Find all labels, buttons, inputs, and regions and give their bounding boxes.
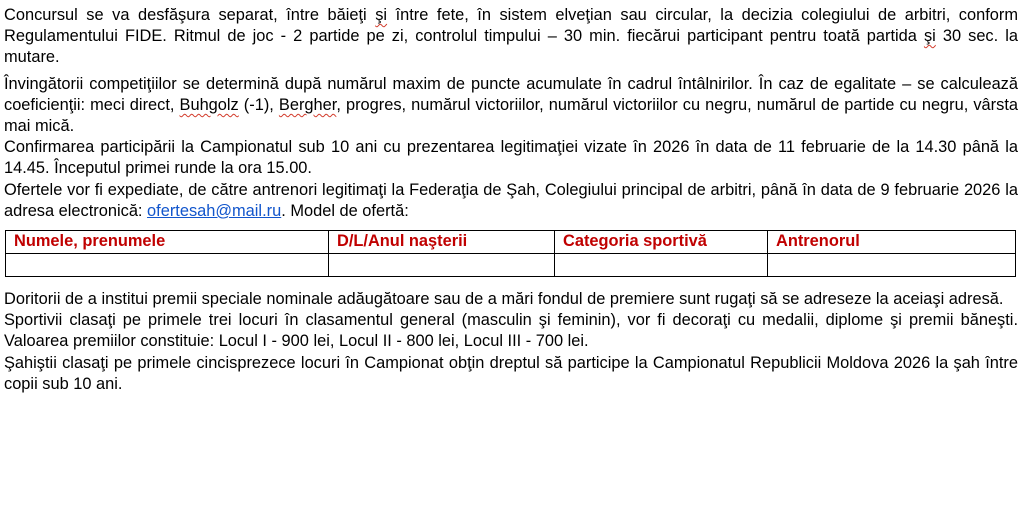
header-birth-year: D/L/Anul naşterii <box>329 231 555 254</box>
text-run: , progres, numărul victoriilor, numărul victoriilor cu negru, numărul de partide cu negru, vârsta mai mică. <box>4 95 1018 136</box>
spellcheck-word: Buhgolz <box>179 95 239 114</box>
table-cell[interactable] <box>768 254 1016 277</box>
paragraph-prizes: Sportivii clasaţi pe primele trei locuri în clasamentul general (masculin şi feminin), vor fi decoraţi cu medalii, diplome şi premii băneşti. Valoarea premiilor constituie: Locul I - 900 lei, Locul II - 800 lei, Locul III - 700 lei. <box>4 311 1018 351</box>
header-coach: Antrenorul <box>768 231 1016 254</box>
document-page <box>4 5 1018 395</box>
header-sport-category: Categoria sportivă <box>555 231 768 254</box>
table-cell[interactable] <box>329 254 555 277</box>
paragraph-format <box>4 5 1018 69</box>
text-run: . Model de ofertă: <box>281 201 409 220</box>
header-name: Numele, prenumele <box>6 231 329 254</box>
table-cell[interactable] <box>555 254 768 277</box>
text-run: Concursul se va desfăşura separat, între băieţi <box>4 6 376 24</box>
paragraph-offers <box>4 180 1018 222</box>
spellcheck-word: şi <box>375 6 388 24</box>
paragraph-special-prizes: Doritorii de a institui premii speciale nominale adăugătoare sau de a mări fondul de premiere sunt rugaţi să se adreseze la aceiaşi adresă. <box>4 290 1004 309</box>
table-row <box>6 254 1016 277</box>
paragraph-confirmation: Confirmarea participării la Campionatul sub 10 ani cu prezentarea legitimaţiei vizate în 2026 în data de 11 februarie de la 14.30 până la 14.45. Începutul primei runde la ora 15.00. <box>4 138 1018 178</box>
offer-table <box>5 230 1016 277</box>
text-run: 30 sec. la mutare. <box>4 27 1018 67</box>
email-link[interactable]: ofertesah@mail.ru <box>147 201 282 220</box>
spellcheck-word: Bergher <box>278 95 337 114</box>
table-cell[interactable] <box>6 254 329 277</box>
text-run: Învingătorii competiţiilor se determină după numărul maxim de puncte acumulate în cadrul întâlnirilor. În caz de egalitate – se calculează coeficienţii: meci direct, <box>4 74 1018 114</box>
paragraph-qualification: Şahiştii clasaţi pe primele cincisprezece locuri în Campionat obţin dreptul să participe la Campionatul Republicii Moldova 2026 la şah între copii sub 10 ani. <box>4 353 1018 393</box>
paragraph-winners <box>4 74 1018 138</box>
text-run: Ofertele vor fi expediate, de către antrenori legitimaţi la Federaţia de Şah, Colegiului principal de arbitri, până în data de 9 februarie 2026 la adresa electronică: <box>4 180 1018 220</box>
text-run: (-1), <box>238 95 279 114</box>
spellcheck-word: şi <box>923 27 936 46</box>
text-run: între fete, în sistem elveţian sau circular, la decizia colegiului de arbitri, conform Regulamentului FIDE. Ritmul de joc - 2 partide pe zi, controlul timpului – 30 min. fiecărui participant pentru toată partida <box>4 6 1018 46</box>
table-header-row <box>6 231 1016 254</box>
